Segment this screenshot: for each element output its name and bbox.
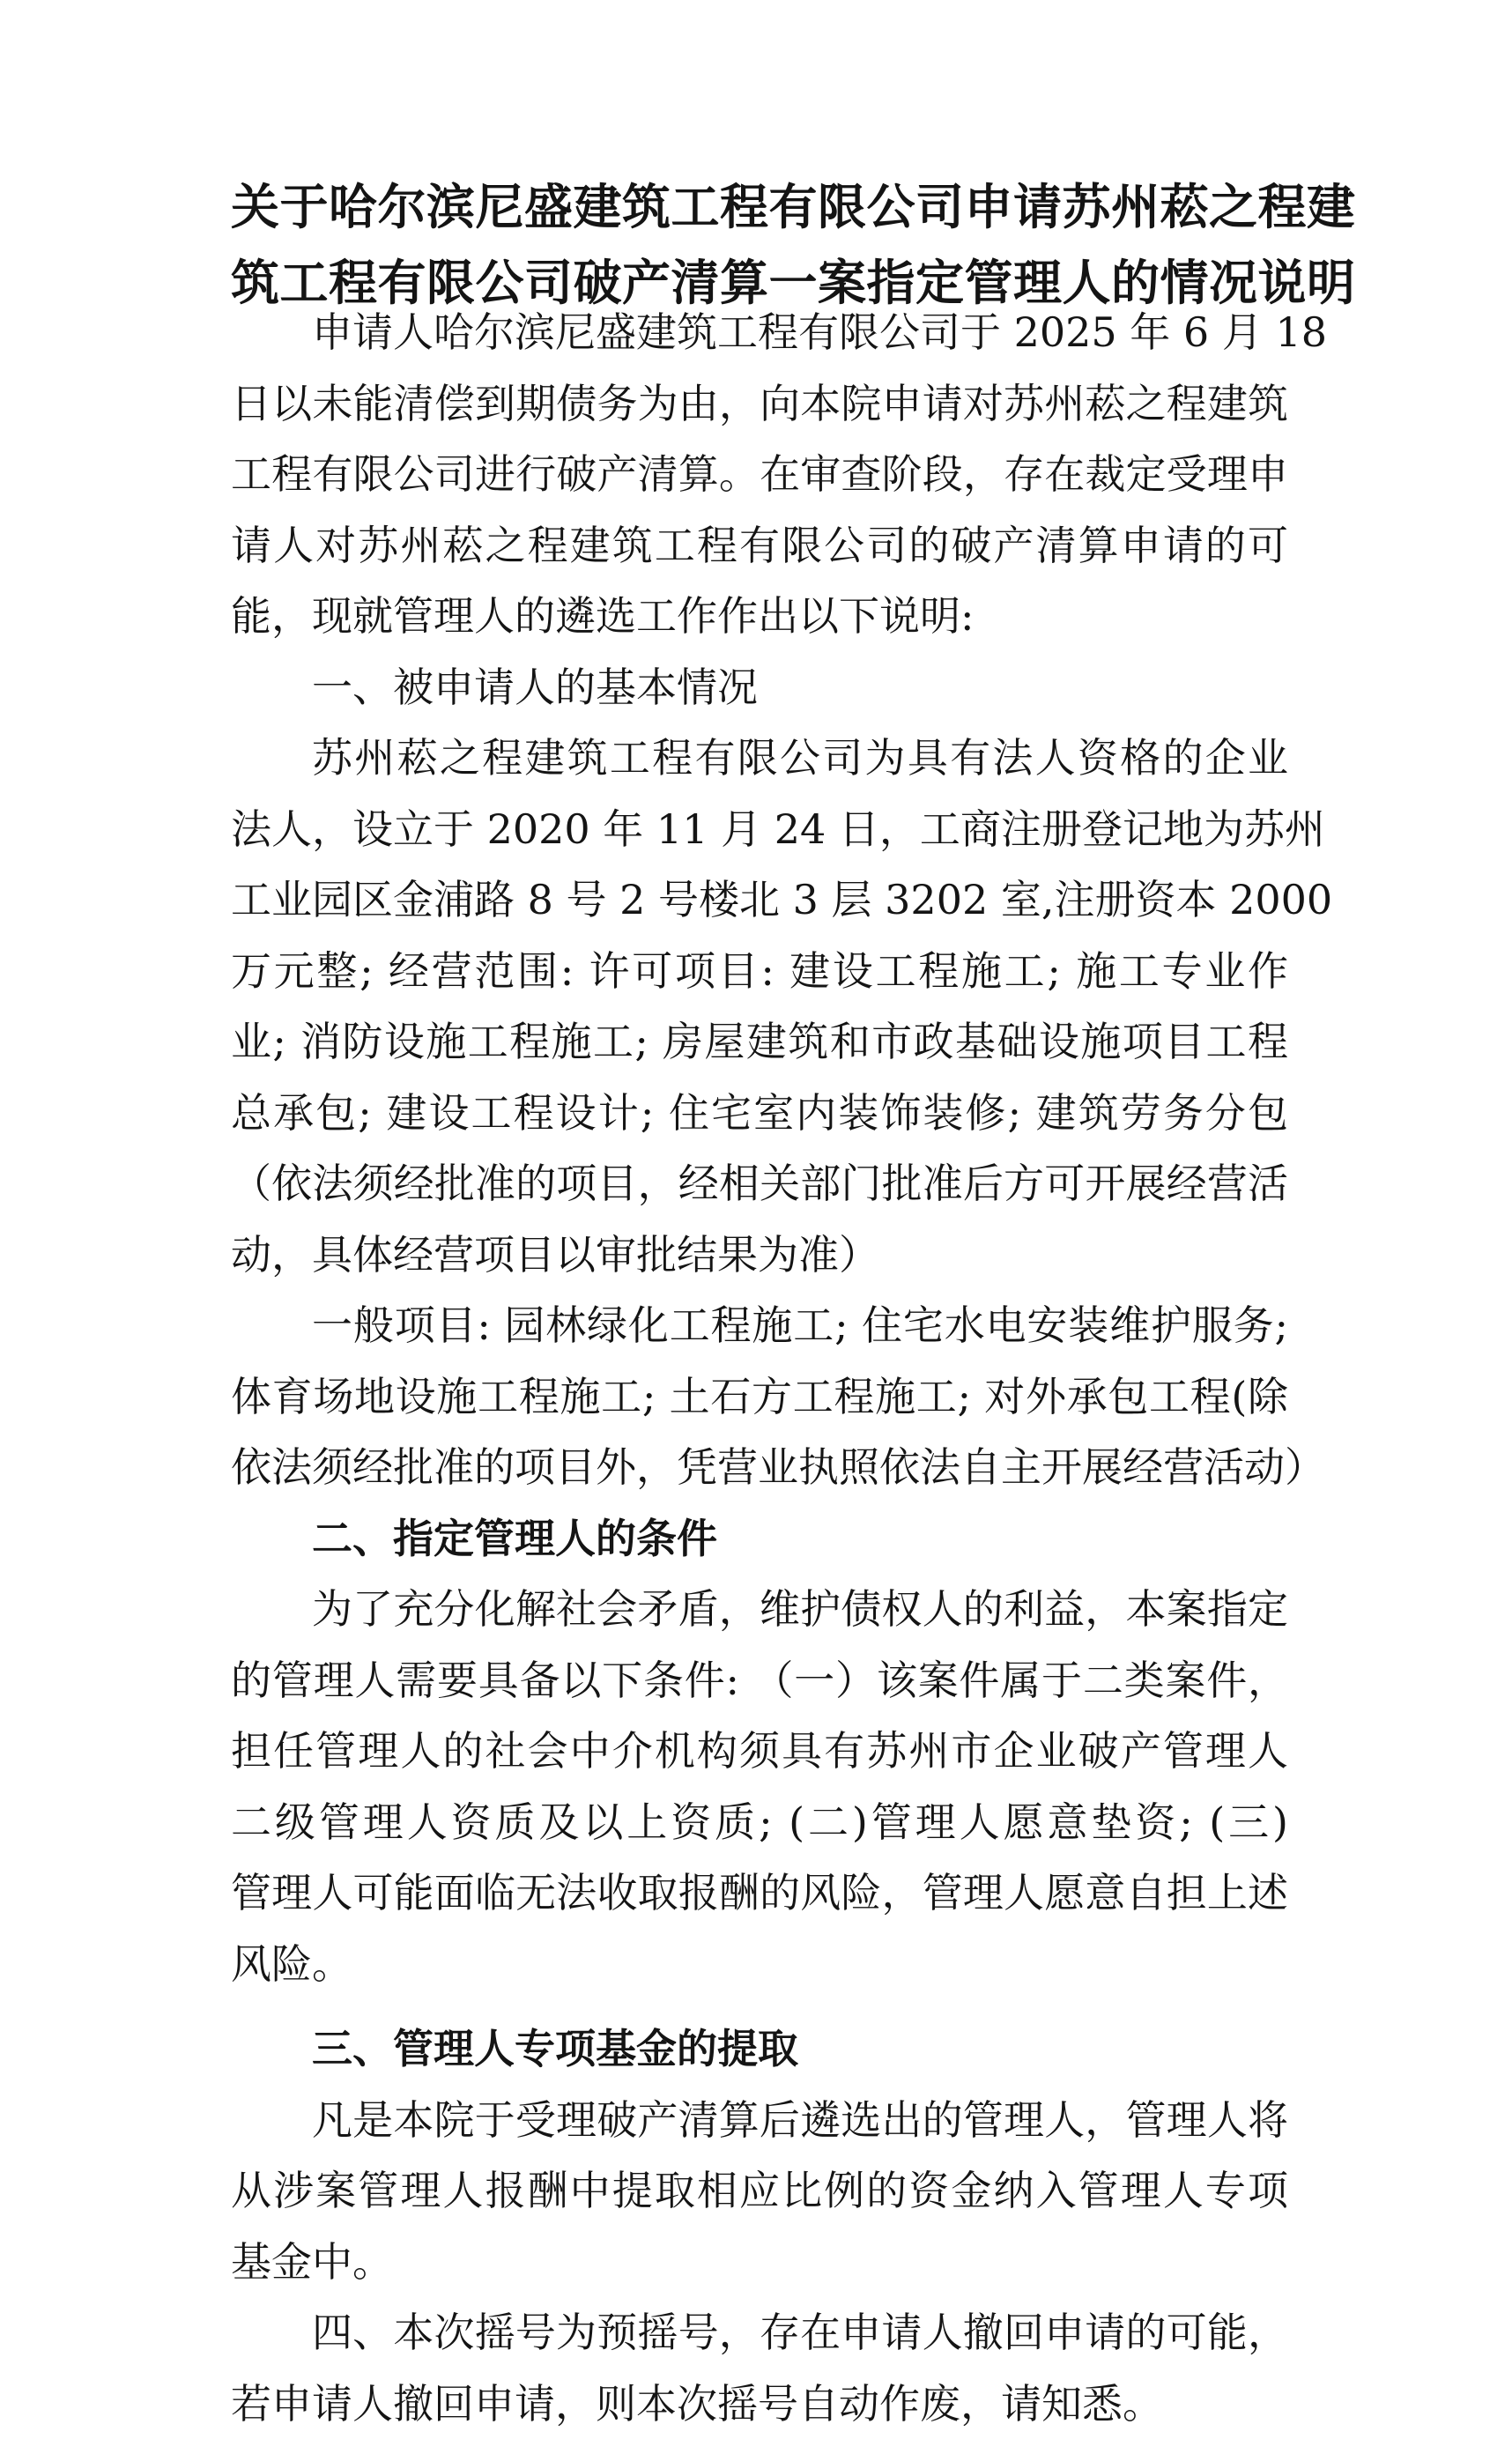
text-line: 的管理人需要具备以下条件: （一）该案件属于二类案件， [231, 1645, 1288, 1716]
text-line: 能，现就管理人的遴选工作作出以下说明: [231, 581, 1288, 652]
section2-paragraph [231, 1574, 1288, 1999]
text-line: 基金中。 [231, 2227, 1288, 2298]
text-line: 申请人哈尔滨尼盛建筑工程有限公司于 2025 年 6 月 18 [231, 297, 1288, 368]
text-line: 四、本次摇号为预摇号，存在申请人撤回申请的可能， [231, 2297, 1288, 2369]
text-line: 苏州菘之程建筑工程有限公司为具有法人资格的企业 [231, 723, 1288, 794]
spacer [231, 1999, 1288, 2013]
section3-heading: 三、管理人专项基金的提取 [231, 2013, 1288, 2085]
text-line: 动，具体经营项目以审批结果为准） [231, 1220, 1288, 1291]
title-line: 关于哈尔滨尼盛建筑工程有限公司申请苏州菘之程建 [231, 169, 1297, 245]
text-line: 风险。 [231, 1929, 1288, 2000]
text-line: 请人对苏州菘之程建筑工程有限公司的破产清算申请的可 [231, 510, 1288, 582]
text-line: 凡是本院于受理破产清算后遴选出的管理人，管理人将 [231, 2085, 1288, 2156]
title-line: 筑工程有限公司破产清算一案指定管理人的情况说明 [231, 245, 1297, 321]
intro-paragraph [231, 297, 1288, 652]
text-line: 一般项目: 园林绿化工程施工; 住宅水电安装维护服务; [231, 1290, 1288, 1361]
section1-paragraph-1 [231, 723, 1288, 1290]
text-line: 体育场地设施工程施工; 土石方工程施工; 对外承包工程(除 [231, 1361, 1288, 1433]
text-line: 二级管理人资质及以上资质; (二)管理人愿意垫资; (三) [231, 1787, 1288, 1858]
text-line: 法人，设立于 2020 年 11 月 24 日，工商注册登记地为苏州 [231, 794, 1288, 865]
text-line: 担任管理人的社会中介机构须具有苏州市企业破产管理人 [231, 1716, 1288, 1787]
section1-heading: 一、被申请人的基本情况 [231, 652, 1288, 723]
section3-paragraph [231, 2085, 1288, 2298]
text-line: 业; 消防设施工程施工; 房屋建筑和市政基础设施项目工程 [231, 1006, 1288, 1078]
text-line: 依法须经批准的项目外，凭营业执照依法自主开展经营活动） [231, 1432, 1288, 1503]
text-line: 工程有限公司进行破产清算。在审查阶段，存在裁定受理申 [231, 439, 1288, 510]
text-line: 为了充分化解社会矛盾，维护债权人的利益，本案指定 [231, 1574, 1288, 1645]
text-line: 若申请人撤回申请，则本次摇号自动作废，请知悉。 [231, 2369, 1288, 2439]
section1-paragraph-2 [231, 1290, 1288, 1503]
text-line: 日以未能清偿到期债务为由，向本院申请对苏州菘之程建筑 [231, 368, 1288, 440]
section2-heading: 二、指定管理人的条件 [231, 1503, 1288, 1575]
text-line: 从涉案管理人报酬中提取相应比例的资金纳入管理人专项 [231, 2155, 1288, 2227]
text-line: 总承包; 建设工程设计; 住宅室内装饰装修; 建筑劳务分包 [231, 1078, 1288, 1149]
section4-paragraph [231, 2297, 1288, 2439]
document-body [231, 297, 1288, 2439]
text-line: 万元整; 经营范围: 许可项目: 建设工程施工; 施工专业作 [231, 936, 1288, 1007]
text-line: 工业园区金浦路 8 号 2 号楼北 3 层 3202 室,注册资本 2000 [231, 864, 1288, 936]
text-line: （依法须经批准的项目，经相关部门批准后方可开展经营活 [231, 1148, 1288, 1220]
text-line: 管理人可能面临无法收取报酬的风险，管理人愿意自担上述 [231, 1857, 1288, 1929]
